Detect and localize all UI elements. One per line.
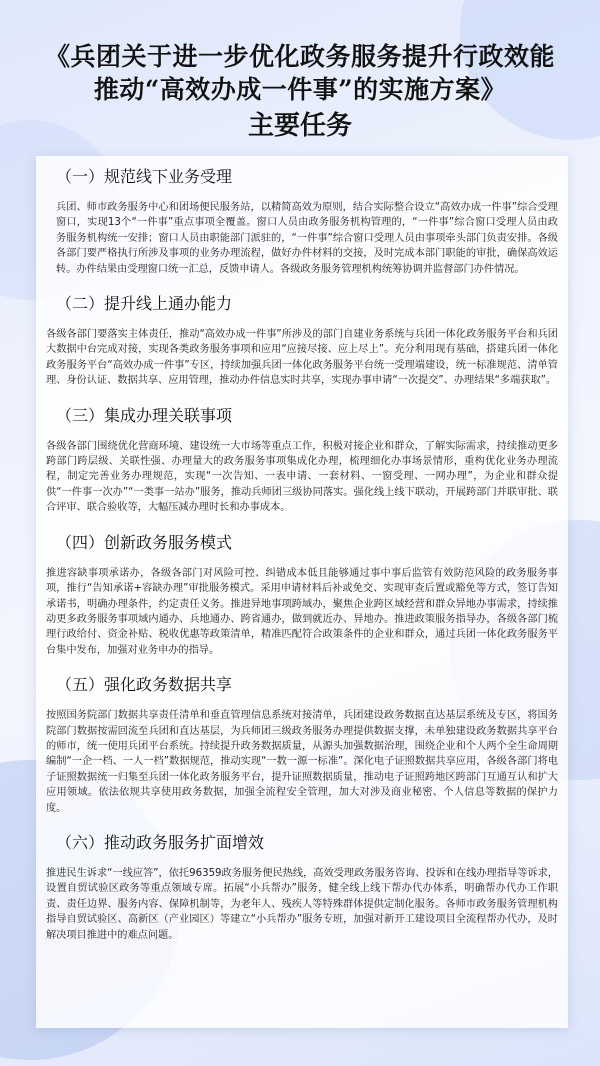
section-heading: （六）推动政务服务扩面增效: [56, 832, 265, 852]
section-2: [46, 293, 558, 389]
section-3: [46, 405, 558, 516]
page-subtitle: 主要任务: [247, 111, 352, 141]
section-5: [46, 674, 558, 816]
section-4: [46, 532, 558, 658]
section-heading: （三）集成办理关联事项: [56, 405, 233, 425]
section-heading: （二）提升线上通办能力: [56, 294, 233, 314]
task-sections: [46, 166, 558, 959]
document-title-line-2: 推动“高效办成一件事”的实施方案》: [93, 75, 507, 104]
section-heading: （四）创新政务服务模式: [56, 532, 233, 552]
section-paragraph: 推进容缺事项承诺办，各级各部门对风险可控、纠错成本低且能够通过事中事后监管有效防范风险的政务服务事项，推行“告知承诺+容缺办理”审批服务模式。采用申请材料后补或免交、实现审查后置或豁免等方式，签订告知承诺书，明确办理条件，约定责任义务。推进异地事项跨域办，聚焦企业跨区域经营和群众异地办事需求，持续推动更多政务服务事项域内通办、兵地通办、跨省通办，做到就近办、异地办。推进政策服务指导办，各级各部门梳理行政给付、资金补贴、税收优惠等政策清单，精准匹配符合政策条件的企业和群众，通过兵团一体化政务服务平台集中发布，加强对业务申办的指导。: [46, 567, 558, 656]
section-6: [46, 832, 558, 943]
section-paragraph: 推进民生诉求“一线应答”，依托96359政务服务便民热线，高效受理政务服务咨询、投诉和在线办理指导等诉求，设置自贸试验区政务等重点领域专席。拓展“小兵帮办”服务，健全线上线下帮办代办体系，明确帮办代办工作职责、责任边界、服务内容、保障机制等，为老年人、残疾人等特殊群体提供定制化服务。各师市政务服务管理机构指导自贸试验区、高新区（产业园区）等建立“小兵帮办”服务专班，加强对新开工建设项目全流程帮办代办，及时解决项目推进中的难点问题。: [46, 867, 558, 941]
section-paragraph: 各级各部门围绕优化营商环境、建设统一大市场等重点工作，积极对接企业和群众，了解实际需求，持续推动更多跨部门跨层级、关联性强、办理量大的政务服务事项集成化办理，梳理细化办事场景情形，重构优化业务办理流程，制定完善业务办理规范，实现“一次告知、一表申请、一套材料、一窗受理、一网办理”，为企业和群众提供“一件事一次办”“一类事一站办”服务，推动兵师团三级协同落实。强化线上线下联动，开展跨部门并联审批、联合评审、联合验收等，大幅压减办理时长和办事成本。: [46, 440, 558, 514]
section-heading: （五）强化政务数据共享: [56, 675, 233, 695]
section-heading: （一）规范线下业务受理: [56, 167, 233, 186]
section-1: [46, 166, 558, 277]
section-paragraph: 按照国务院部门数据共享责任清单和垂直管理信息系统对接清单，兵团建设政务数据直达基层系统及专区，将国务院部门数据按需回流至兵团和直达基层，为兵师团三级政务服务办理提供数据支撑，未单独建设政务数据共享平台的师市，统一使用兵团平台系统。持续提升政务数据质量，从源头加强数据治理，围绕企业和个人两个全生命周期编制“一企一档、一人一档”数据规范，推动实现“一数一源一标准”。深化电子证照数据共享应用，各级各部门将电子证照数据统一归集至兵团一体化政务服务平台，提升证照数据质量，推动电子证照跨地区跨部门互通互认和扩大应用领域。依法依规共享使用政务数据，加强全流程安全管理，加大对涉及商业秘密、个人信息等数据的保护力度。: [46, 710, 558, 814]
section-paragraph: 兵团、师市政务服务中心和团场便民服务站，以精简高效为原则，结合实际整合设立“高效办成一件事”综合受理窗口，实现13个“一件事”重点事项全覆盖。窗口人员由政务服务机构管理的，“一件事”综合窗口受理人员由政务服务机构统一安排；窗口人员由职能部门派驻的，“一件事”综合窗口受理人员由事项牵头部门负责安排。各级各部门要严格执行所涉及事项的业务办理流程，做好办件材料的交接，及时完成本部门职能的审批，确保高效运转。办件结果由受理窗口统一汇总，反馈申请人。各级政务服务管理机构统筹协调并监督部门办件情况。: [56, 202, 558, 275]
document-title-line-1: 《兵团关于进一步优化政务服务提升行政效能: [44, 42, 555, 71]
page-header: [0, 40, 600, 144]
section-paragraph: 各级各部门要落实主体责任，推动“高效办成一件事”所涉及的部门自建业务系统与兵团一体化政务服务平台和兵团大数据中台完成对接，实现各类政务服务事项和应用“应接尽接、应上尽上”。充分利用现有基础，搭建兵团一体化政务服务平台“高效办成一件事”专区，持续加强兵团一体化政务服务平台统一受理端建设，统一标准规范、清单管理、身份认证、数据共享、应用管理，推动办件信息实时共享，实现办事申请“一次提交”、办理结果“多端获取”。: [46, 329, 558, 387]
